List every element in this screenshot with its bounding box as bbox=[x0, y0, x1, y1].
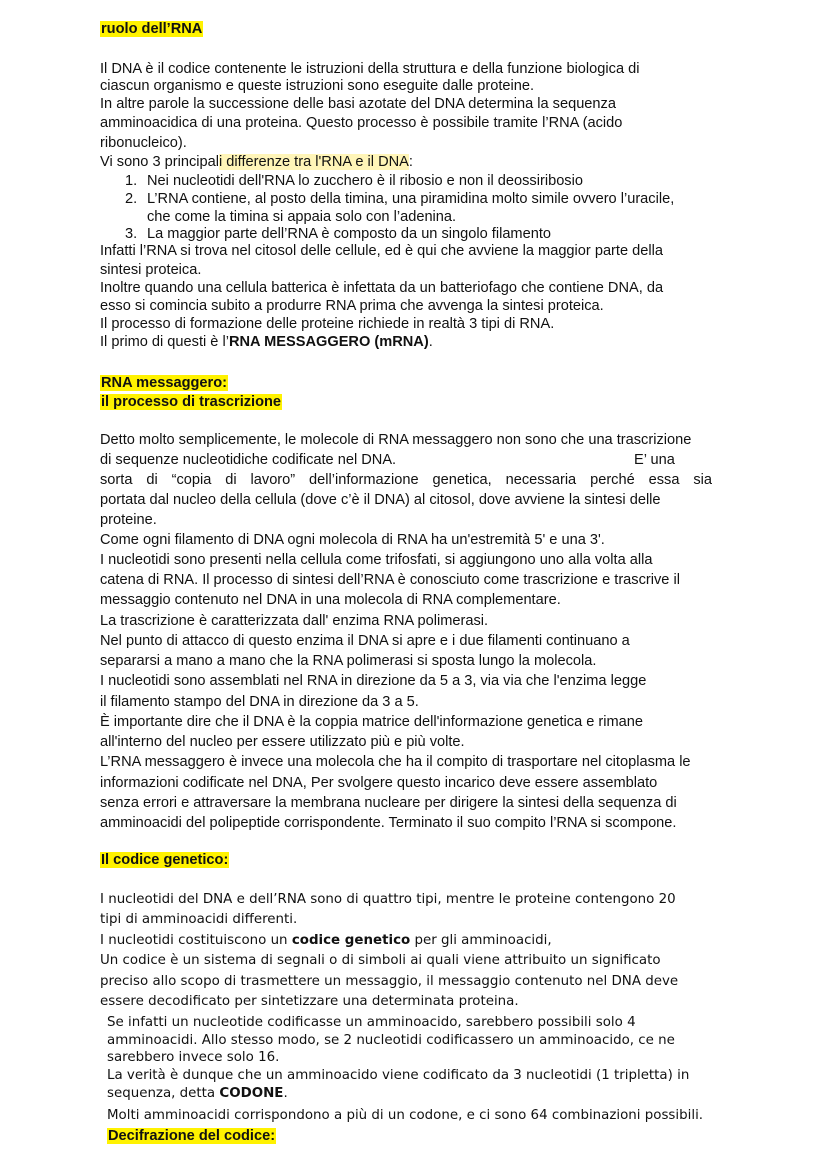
paragraph-line: Molti amminoacidi corrispondono a più di un codone, e ci sono 64 combinazioni possibili. bbox=[107, 1108, 704, 1123]
paragraph-line: informazioni codificate nel DNA, Per svolgere questo incarico deve essere assemblato bbox=[100, 775, 658, 791]
paragraph-line: sequenza, detta CODONE. bbox=[107, 1086, 288, 1101]
paragraph-line: La verità è dunque che un amminoacido viene codificato da 3 nucleotidi (1 tripletta) in bbox=[107, 1068, 690, 1083]
paragraph-line: esso si comincia subito a produrre RNA prima che avvenga la sintesi proteica. bbox=[100, 298, 604, 314]
paragraph-line: amminoacidi. Allo stesso modo, se 2 nucleotidi codificassero un amminoacido, ce ne bbox=[107, 1033, 675, 1048]
paragraph-line: amminoacidi del polipeptide corrispondente. Terminato il suo compito l’RNA si scompone. bbox=[100, 815, 677, 831]
paragraph-line: portata dal nucleo della cellula (dove c’è il DNA) al citosol, dove avviene la sintesi delle bbox=[100, 492, 661, 508]
list-item: 2. L’RNA contiene, al posto della timina, una piramidina molto simile ovvero l’uracile, bbox=[125, 191, 675, 207]
section-heading-rna-messaggero: RNA messaggero: bbox=[101, 375, 227, 391]
paragraph-line: di sequenze nucleotidiche codificate nel DNA. bbox=[100, 452, 397, 468]
paragraph-line: Il primo di questi è l’RNA MESSAGGERO (mRNA). bbox=[100, 334, 433, 350]
paragraph-line: Un codice è un sistema di segnali o di simboli ai quali viene attribuito un significato bbox=[100, 953, 661, 968]
paragraph-line: sintesi proteica. bbox=[100, 262, 202, 278]
paragraph-line: sarebbero invece solo 16. bbox=[107, 1050, 280, 1065]
paragraph-line: messaggio contenuto nel DNA in una molecola di RNA complementare. bbox=[100, 592, 561, 608]
paragraph-line: separarsi a mano a mano che la RNA polimerasi si sposta lungo la molecola. bbox=[100, 653, 597, 669]
paragraph-line: sorta di “copia di lavoro” dell’informazione genetica, necessaria perché essa sia bbox=[100, 472, 712, 488]
paragraph-line: ribonucleico). bbox=[100, 135, 187, 151]
paragraph-line: tipi di amminoacidi differenti. bbox=[100, 912, 298, 927]
paragraph-line: In altre parole la successione delle basi azotate del DNA determina la sequenza bbox=[100, 96, 616, 112]
paragraph-line: preciso allo scopo di trasmettere un messaggio, il messaggio contenuto nel DNA deve bbox=[100, 974, 679, 989]
paragraph-line: I nucleotidi sono assemblati nel RNA in direzione da 5 a 3, via via che l'enzima legge bbox=[100, 673, 647, 689]
list-item: 3. La maggior parte dell’RNA è composto da un singolo filamento bbox=[125, 226, 551, 242]
paragraph-line: catena di RNA. Il processo di sintesi dell’RNA è conosciuto come trascrizione e trascrive il bbox=[100, 572, 680, 588]
paragraph-line: Se infatti un nucleotide codificasse un amminoacido, sarebbero possibili solo 4 bbox=[107, 1015, 636, 1030]
list-item-continuation: che come la timina si appaia solo con l’adenina. bbox=[147, 209, 457, 225]
paragraph-line: Come ogni filamento di DNA ogni molecola di RNA ha un'estremità 5' e una 3'. bbox=[100, 532, 605, 548]
paragraph-line: I nucleotidi costituiscono un codice genetico per gli amminoacidi, bbox=[100, 933, 552, 948]
paragraph-line: il filamento stampo del DNA in direzione da 3 a 5. bbox=[100, 694, 419, 710]
paragraph-line: Inoltre quando una cellula batterica è infettata da un batteriofago che contiene DNA, da bbox=[100, 280, 664, 296]
paragraph-line: È importante dire che il DNA è la coppia matrice dell'informazione genetica e rimane bbox=[100, 714, 644, 730]
paragraph-line: Il DNA è il codice contenente le istruzioni della struttura e della funzione biologica di bbox=[100, 61, 640, 77]
paragraph-line: L’RNA messaggero è invece una molecola che ha il compito di trasportare nel citoplasma le bbox=[100, 754, 691, 770]
paragraph-line: all'interno del nucleo per essere utilizzato più e più volte. bbox=[100, 734, 465, 750]
section-subheading-trascrizione: il processo di trascrizione bbox=[101, 394, 282, 410]
paragraph-line: E’ una bbox=[634, 452, 675, 468]
paragraph-line: Vi sono 3 principali differenze tra l'RNA e il DNA: bbox=[100, 154, 413, 170]
paragraph-line: La trascrizione è caratterizzata dall' enzima RNA polimerasi. bbox=[100, 613, 489, 629]
paragraph-line: Il processo di formazione delle proteine richiede in realtà 3 tipi di RNA. bbox=[100, 316, 555, 332]
section-heading-ruolo-rna: ruolo dell’RNA bbox=[101, 21, 203, 37]
paragraph-line: senza errori e attraversare la membrana nucleare per dirigere la sintesi della sequenza di bbox=[100, 795, 677, 811]
paragraph-line: Infatti l’RNA si trova nel citosol delle cellule, ed è qui che avviene la maggior parte della bbox=[100, 243, 663, 259]
paragraph-line: I nucleotidi sono presenti nella cellula come trifosfati, si aggiungono uno alla volta alla bbox=[100, 552, 653, 568]
paragraph-line: ciascun organismo e queste istruzioni sono eseguite dalle proteine. bbox=[100, 78, 535, 94]
paragraph-line: essere decodificato per sintetizzare una determinata proteina. bbox=[100, 994, 519, 1009]
paragraph-line: Detto molto semplicemente, le molecole di RNA messaggero non sono che una trascrizione bbox=[100, 432, 692, 448]
paragraph-line: Nel punto di attacco di questo enzima il DNA si apre e i due filamenti continuano a bbox=[100, 633, 630, 649]
section-heading-codice-genetico: Il codice genetico: bbox=[101, 852, 229, 868]
highlighted-phrase: i differenze tra l'RNA e il DNA bbox=[219, 154, 409, 170]
list-item: 1. Nei nucleotidi dell'RNA lo zucchero è il ribosio e non il deossiribosio bbox=[125, 173, 583, 189]
paragraph-line: I nucleotidi del DNA e dell’RNA sono di quattro tipi, mentre le proteine contengono 20 bbox=[100, 892, 676, 907]
paragraph-line: proteine. bbox=[100, 512, 157, 528]
section-heading-decifrazione: Decifrazione del codice: bbox=[108, 1128, 276, 1144]
paragraph-line: amminoacidica di una proteina. Questo processo è possibile tramite l’RNA (acido bbox=[100, 115, 623, 131]
